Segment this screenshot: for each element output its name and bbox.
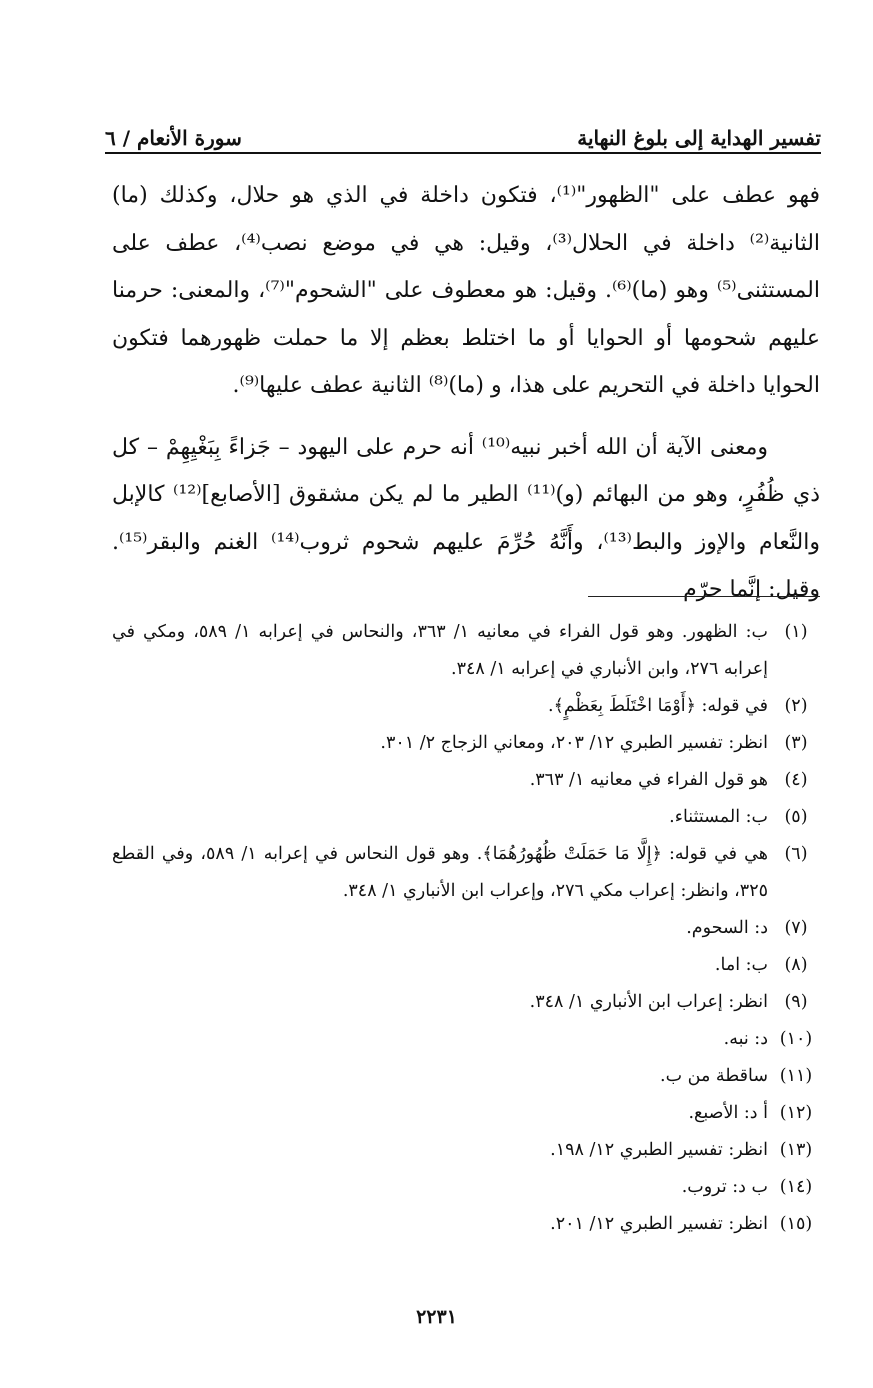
footnote-number: (١٤) [779, 1177, 813, 1197]
footnote [112, 1058, 824, 1095]
surah-title: سورة الأنعام / ٦ [105, 126, 242, 150]
main-text [112, 172, 820, 614]
footnote [112, 762, 824, 799]
footnote [112, 1132, 824, 1169]
footnote-number: (١١) [779, 1066, 813, 1086]
footnote-number: (٣) [784, 733, 808, 753]
header-rule [105, 152, 821, 154]
footnote-number: (٨) [784, 955, 808, 975]
footnote-number: (١٣) [779, 1140, 813, 1160]
footnote-number: (٥) [784, 807, 808, 827]
footnote [112, 947, 824, 984]
footnote [112, 725, 824, 762]
footnote [112, 799, 824, 836]
footnote-number: (٧) [784, 918, 808, 938]
footnote-text: انظر: إعراب ابن الأنباري ١/ ٣٤٨. [529, 992, 768, 1012]
footnote [112, 688, 824, 725]
footnote-text: انظر: تفسير الطبري ١٢/ ٢٠٣، ومعاني الزجاج ٢/ ٣٠١. [380, 733, 768, 753]
footnote [112, 836, 824, 910]
footnote [112, 1095, 824, 1132]
footnote-text: د: السحوم. [686, 918, 768, 938]
footnote-text: أ د: الأصبع. [688, 1103, 768, 1123]
footnote-text: ب: المستثناء. [669, 807, 768, 827]
footnote [112, 910, 824, 947]
footnote-text: ب د: تروب. [681, 1177, 768, 1197]
footnote-number: (٤) [784, 770, 808, 790]
footnote-divider [588, 596, 820, 597]
footnote-text: انظر: تفسير الطبري ١٢/ ١٩٨. [550, 1140, 768, 1160]
page-number: ٢٢٣١ [416, 1306, 457, 1328]
footnote [112, 1021, 824, 1058]
footnote-number: (١٠) [779, 1029, 813, 1049]
footnote-text: هي في قوله: ﴿إِلَّا مَا حَمَلَتْ ظُهُورُهُمَا﴾. وهو قول النحاس في إعرابه ١/ ٥٨٩، وفي القطع ٣٢٥، وانظر: إعراب مكي ٢٧٦، وإعراب ابن الأنباري ١/ ٣٤٨. [112, 844, 768, 901]
footnote [112, 984, 824, 1021]
footnote-number: (٢) [784, 696, 808, 716]
book-title: تفسير الهداية إلى بلوغ النهاية [577, 126, 821, 150]
footnotes [112, 614, 824, 1243]
footnote-text: د: نبه. [723, 1029, 768, 1049]
footnote-number: (١٢) [779, 1103, 813, 1123]
footnote-number: (١٥) [779, 1214, 813, 1234]
paragraph-1: فهو عطف على "الظهور"⁽¹⁾، فتكون داخلة في الذي هو حلال، وكذلك (ما) الثانية⁽²⁾ داخلة في الحلال⁽³⁾، وقيل: هي في موضع نصب⁽⁴⁾، عطف على المستثنى⁽⁵⁾ وهو (ما)⁽⁶⁾. وقيل: هو معطوف على "الشحوم"⁽⁷⁾، والمعنى: حرمنا عليهم شحومها أو الحوايا أو ما اختلط بعظم إلا ما حملت ظهورهما فتكون الحوايا داخلة في التحريم على هذا، و (ما)⁽⁸⁾ الثانية عطف عليها⁽⁹⁾. [112, 183, 821, 398]
footnote-text: ب: اما. [714, 955, 768, 975]
footnote-number: (٩) [784, 992, 808, 1012]
footnote-text: هو قول الفراء في معانيه ١/ ٣٦٣. [529, 770, 768, 790]
footnote-text: ب: الظهور. وهو قول الفراء في معانيه ١/ ٣٦٣، والنحاس في إعرابه ١/ ٥٨٩، ومكي في إعرابه ٢٧٦، وابن الأنباري في إعرابه ١/ ٣٤٨. [112, 622, 768, 679]
footnote [112, 1206, 824, 1243]
footnote [112, 614, 824, 688]
paragraph-2: ومعنى الآية أن الله أخبر نبيه⁽¹⁰⁾ أنه حرم على اليهود – جَزاءً بِبَغْيِهِمْ – كل ذي ظُفُرٍ، وهو من البهائم (و)⁽¹¹⁾ الطير ما لم يكن مشقوق [الأصابع]⁽¹²⁾ كالإبل والنَّعام والإوز والبط⁽¹³⁾، وأَنَّهُ حُرِّمَ عليهم شحوم ثروب⁽¹⁴⁾ الغنم والبقر⁽¹⁵⁾. وقيل: إنَّما حرّم [112, 434, 820, 602]
footnote-text: في قوله: ﴿أَوْمَا اخْتَلَطَ بِعَظْمٍ﴾. [548, 696, 768, 716]
footnote-number: (٦) [784, 844, 808, 864]
running-header [105, 108, 821, 150]
footnote-text: انظر: تفسير الطبري ١٢/ ٢٠١. [550, 1214, 768, 1234]
footnote-text: ساقطة من ب. [660, 1066, 768, 1086]
footnote [112, 1169, 824, 1206]
footnote-number: (١) [784, 622, 808, 642]
